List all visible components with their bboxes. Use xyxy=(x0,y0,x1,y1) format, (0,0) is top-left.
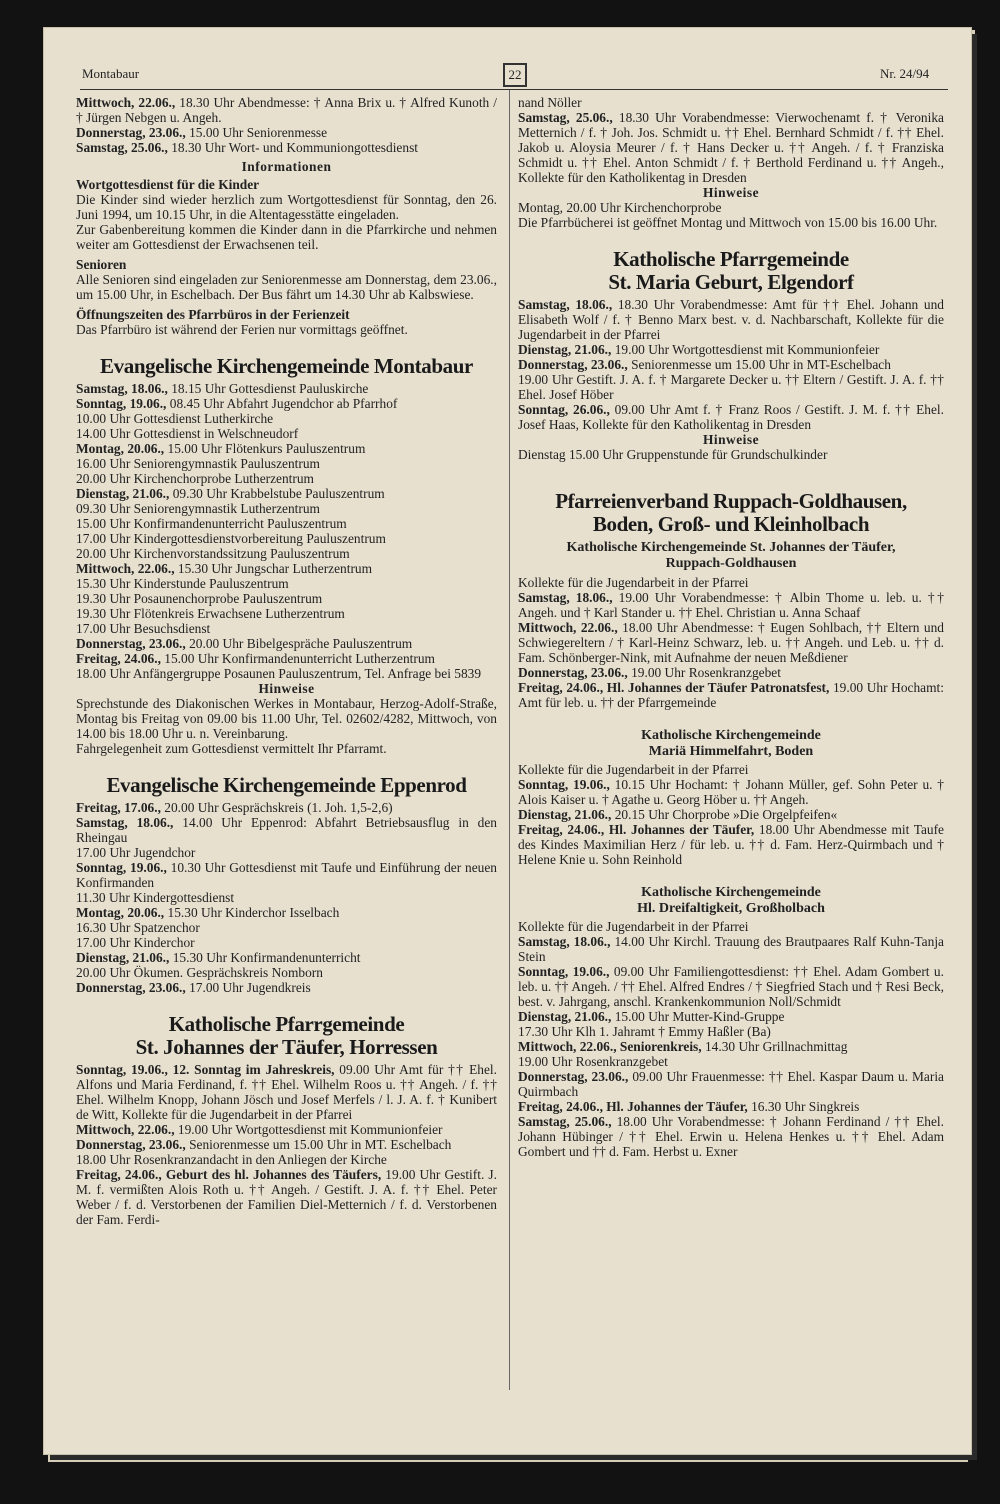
entry: Dienstag, 21.06., 09.30 Uhr Krabbelstube Pauluszentrum xyxy=(76,486,385,501)
entry: Freitag, 24.06., Geburt des hl. Johannes des Täufers, 19.00 Uhr Gestift. J. M. f. vermißten Alois Roth u. †† Angeh. / Gestift. J. A. f. †† Ehel. Peter Weber / f. d. Verstorbenen der Familien Diel-Metternich / f. d. Verstorbenen der Fam. Ferdi- xyxy=(76,1167,497,1227)
intro-entries-right xyxy=(518,95,944,185)
entry: nand Nöller xyxy=(518,95,582,110)
section-subheading: Hinweise xyxy=(702,185,760,200)
entry: 16.00 Uhr Seniorengymnastik Pauluszentrum xyxy=(76,456,320,471)
schedule-ruppach xyxy=(518,575,944,710)
entry: Sonntag, 19.06., 09.00 Uhr Familiengottesdienst: †† Ehel. Adam Gombert u. leb. u. †† Angeh. / †† Ehel. Alfred Endres / † Siegfried Stach und † Resi Beck, best. v. Jahrgang, anschl. Krankenkommunion Noll/Schmidt xyxy=(518,964,944,1009)
parish-subheading-grossholbach: Katholische Kirchengemeinde Hl. Dreifaltigkeit, Großholbach xyxy=(637,885,825,916)
entry: 17.00 Uhr Besuchsdienst xyxy=(76,621,211,636)
section-heading-kath-horressen: Katholische Pfarrgemeinde St. Johannes der Täufer, Horressen xyxy=(135,1012,438,1059)
note-text: Fahrgelegenheit zum Gottesdienst vermittelt Ihr Pfarramt. xyxy=(76,741,387,756)
section-subheading: Informationen xyxy=(241,159,332,174)
entry: Kollekte für die Jugendarbeit in der Pfarrei xyxy=(518,762,749,777)
entry: Freitag, 17.06., 20.00 Uhr Gesprächskreis (1. Joh. 1,5-2,6) xyxy=(76,800,393,815)
entry: Mittwoch, 22.06., 19.00 Uhr Wortgottesdienst mit Kommunionfeier xyxy=(76,1122,443,1137)
entry: 19.30 Uhr Flötenkreis Erwachsene Lutherzentrum xyxy=(76,606,345,621)
info-text: Alle Senioren sind eingeladen zur Seniorenmesse am Donnerstag, dem 23.06., um 15.00 Uhr, in Eschelbach. Der Bus fährt um 14.30 Uhr ab Kalbswiese. xyxy=(76,272,497,302)
parish-subheading-boden: Katholische Kirchengemeinde Mariä Himmelfahrt, Boden xyxy=(641,728,821,759)
entry: 20.00 Uhr Kirchenvorstandssitzung Pauluszentrum xyxy=(76,546,350,561)
section-heading-pfarreienverband: Pfarreienverband Ruppach-Goldhausen, Boden, Groß- und Kleinholbach xyxy=(555,489,907,536)
intro-entries xyxy=(76,95,497,155)
entry: Donnerstag, 23.06., 19.00 Uhr Rosenkranzgebet xyxy=(518,665,781,680)
entry: Dienstag, 21.06., 19.00 Uhr Wortgottesdienst mit Kommunionfeier xyxy=(518,342,880,357)
entry: Freitag, 24.06., Hl. Johannes der Täufer, 16.30 Uhr Singkreis xyxy=(518,1099,860,1114)
entry: Dienstag, 21.06., 15.00 Uhr Mutter-Kind-Gruppe xyxy=(518,1009,785,1024)
entry: Sonntag, 19.06., 08.45 Uhr Abfahrt Jugendchor ab Pfarrhof xyxy=(76,396,398,411)
entry: 16.30 Uhr Spatzenchor xyxy=(76,920,200,935)
entry: Freitag, 24.06., 15.00 Uhr Konfirmandenunterricht Lutherzentrum xyxy=(76,651,435,666)
entry: Mittwoch, 22.06., 18.30 Uhr Abendmesse: † Anna Brix u. † Alfred Kunoth / † Jürgen Nebgen u. Angeh. xyxy=(76,95,497,125)
parish-subheading: Katholische Kirchengemeinde St. Johannes der Täufer, Ruppach-Goldhausen xyxy=(566,540,896,571)
entry: 15.30 Uhr Kinderstunde Pauluszentrum xyxy=(76,576,289,591)
header-rule xyxy=(80,89,948,90)
schedule-ev-eppenrod xyxy=(76,800,497,995)
entry: 17.00 Uhr Kindergottesdienstvorbereitung Pauluszentrum xyxy=(76,531,386,546)
section-heading-ev-montabaur: Evangelische Kirchengemeinde Montabaur xyxy=(100,354,473,378)
entry: 20.00 Uhr Ökumen. Gesprächskreis Nomborn xyxy=(76,965,323,980)
entry: 17.30 Uhr Klh 1. Jahramt † Emmy Haßler (Ba) xyxy=(518,1024,771,1039)
entry: Donnerstag, 23.06., 09.00 Uhr Frauenmesse: †† Ehel. Kaspar Daum u. Maria Quirmbach xyxy=(518,1069,945,1099)
running-head-left: Montabaur xyxy=(82,66,140,81)
entry: 09.30 Uhr Seniorengymnastik Lutherzentrum xyxy=(76,501,320,516)
entry: 14.00 Uhr Gottesdienst in Welschneudorf xyxy=(76,426,299,441)
entry: Donnerstag, 23.06., 20.00 Uhr Bibelgespräche Pauluszentrum xyxy=(76,636,413,651)
section-heading-ev-eppenrod: Evangelische Kirchengemeinde Eppenrod xyxy=(106,773,467,797)
entry: 11.30 Uhr Kindergottesdienst xyxy=(76,890,235,905)
entry: Samstag, 18.06., 19.00 Uhr Vorabendmesse: † Albin Thome u. leb. u. †† Angeh. und † Karl Stander u. †† Ehel. Christian u. Anna Schaaf xyxy=(518,590,944,620)
schedule-kath-horressen xyxy=(76,1062,497,1227)
entry: Freitag, 24.06., Hl. Johannes der Täufer, 18.00 Uhr Abendmesse mit Taufe des Kindes Maximilian Herz / für leb. u. †† d. Fam. Herz-Quirmbach und † Helene Knie u. Sohn Reinhold xyxy=(518,822,944,867)
entry: Donnerstag, 23.06., 15.00 Uhr Seniorenmesse xyxy=(76,125,328,140)
entry: Samstag, 18.06., 14.00 Uhr Kirchl. Trauung des Brautpaares Ralf Kuhn-Tanja Stein xyxy=(518,934,944,964)
entry: 10.00 Uhr Gottesdienst Lutherkirche xyxy=(76,411,274,426)
note-text: Montag, 20.00 Uhr Kirchenchorprobe xyxy=(518,200,722,215)
note-text: Dienstag 15.00 Uhr Gruppenstunde für Grundschulkinder xyxy=(518,447,828,462)
running-head-right: Nr. 24/94 xyxy=(880,66,930,81)
info-title: Wortgottesdienst für die Kinder xyxy=(76,177,260,192)
entry: 17.00 Uhr Kinderchor xyxy=(76,935,195,950)
entry: Samstag, 18.06., 14.00 Uhr Eppenrod: Abfahrt Betriebsausflug in den Rheingau xyxy=(76,815,497,845)
entry: Mittwoch, 22.06., Seniorenkreis, 14.30 Uhr Grillnachmittag xyxy=(518,1039,848,1054)
column-rule xyxy=(509,90,510,1390)
entry: 15.00 Uhr Konfirmandenunterricht Pauluszentrum xyxy=(76,516,347,531)
section-subheading: Hinweise xyxy=(258,681,315,696)
section-heading-elgendorf: Katholische Pfarrgemeinde St. Maria Geburt, Elgendorf xyxy=(608,247,854,294)
entry: Samstag, 18.06., 18.15 Uhr Gottesdienst Pauluskirche xyxy=(76,381,369,396)
entry: Samstag, 25.06., 18.00 Uhr Vorabendmesse: † Johann Ferdinand / †† Ehel. Johann Hübinger / †† Ehel. Erwin u. Helena Henkes u. †† Ehel. Adam Gombert und †† d. Fam. Herbst u. Exner xyxy=(518,1114,944,1159)
schedule-boden xyxy=(518,762,944,867)
left-column xyxy=(76,95,497,1227)
entry: Kollekte für die Jugendarbeit in der Pfarrei xyxy=(518,919,749,934)
right-column xyxy=(518,95,944,1159)
entry: 18.00 Uhr Rosenkranzandacht in den Anliegen der Kirche xyxy=(76,1152,387,1167)
entry: Donnerstag, 23.06., 17.00 Uhr Jugendkreis xyxy=(76,980,311,995)
entry: 18.00 Uhr Anfängergruppe Posaunen Pauluszentrum, Tel. Anfrage bei 5839 xyxy=(76,666,482,681)
entry: Samstag, 18.06., 18.30 Uhr Vorabendmesse: Amt für †† Ehel. Johann und Elisabeth Wolf / f. † Benno Marx best. v. d. Nachbarschaft, Kollekte für die Jugendarbeit in der Pfarrei xyxy=(518,297,944,342)
info-text: Die Kinder sind wieder herzlich zum Wortgottesdienst für Sonntag, den 26. Juni 1994, um 10.15 Uhr, in die Altentagesstätte eingeladen. xyxy=(76,192,497,222)
entry: Mittwoch, 22.06., 15.30 Uhr Jungschar Lutherzentrum xyxy=(76,561,373,576)
entry: 17.00 Uhr Jugendchor xyxy=(76,845,196,860)
entry: Samstag, 25.06., 18.30 Uhr Vorabendmesse: Vierwochenamt f. † Veronika Metternich / f. † Joh. Jos. Schmidt u. †† Ehel. Bernhard Schmidt / f. †† Ehel. Jakob u. Aloysia Meurer / f. † Hans Decker u. †† Angeh. / f. † Franziska Schmidt u. †† Ehel. Anton Schmidt / f. † Berthold Ferdinand u. †† Angeh., Kollekte für den Katholikentag in Dresden xyxy=(518,110,944,185)
entry: 20.00 Uhr Kirchenchorprobe Lutherzentrum xyxy=(76,471,314,486)
entry: Montag, 20.06., 15.00 Uhr Flötenkurs Pauluszentrum xyxy=(76,441,366,456)
entry: 19.30 Uhr Posaunenchorprobe Pauluszentrum xyxy=(76,591,323,606)
page-number: 22 xyxy=(503,63,527,87)
entry: Kollekte für die Jugendarbeit in der Pfarrei xyxy=(518,575,749,590)
section-subheading: Hinweise xyxy=(702,432,760,447)
entry: Mittwoch, 22.06., 18.00 Uhr Abendmesse: † Eugen Sohlbach, †† Eltern und Schwiegereltern / † Karl-Heinz Schwarz, leb. u. †† Angeh. und Leb. u. †† d. Fam. Schönberger-Nink, mit Aufnahme der neuen Meßdiener xyxy=(518,620,944,665)
schedule-elgendorf xyxy=(518,297,944,432)
info-text: Das Pfarrbüro ist während der Ferien nur vormittags geöffnet. xyxy=(76,322,408,337)
entry: Sonntag, 19.06., 10.15 Uhr Hochamt: † Johann Müller, gef. Sohn Peter u. † Alois Kaiser u. † Agathe u. Georg Höber u. †† Angeh. xyxy=(518,777,944,807)
entry: Sonntag, 19.06., 10.30 Uhr Gottesdienst mit Taufe und Einführung der neuen Konfirmanden xyxy=(76,860,497,890)
entry: 19.00 Uhr Gestift. J. A. f. † Margarete Decker u. †† Eltern / Gestift. J. A. f. †† Ehel. Josef Höber xyxy=(518,372,944,402)
info-title: Öffnungszeiten des Pfarrbüros in der Ferienzeit xyxy=(76,307,350,322)
entry: Sonntag, 26.06., 09.00 Uhr Amt f. † Franz Roos / Gestift. J. M. f. †† Ehel. Josef Haas, Kollekte für den Katholikentag in Dresden xyxy=(518,402,944,432)
entry: Donnerstag, 23.06., Seniorenmesse um 15.00 Uhr in MT. Eschelbach xyxy=(76,1137,452,1152)
entry: Montag, 20.06., 15.30 Uhr Kinderchor Isselbach xyxy=(76,905,340,920)
note-text: Sprechstunde des Diakonischen Werkes in Montabaur, Herzog-Adolf-Straße, Montag bis Freitag von 09.00 bis 11.00 Uhr, Tel. 02602/4282, Mittwoch, von 14.00 bis 18.00 Uhr u. n. Vereinbarung. xyxy=(76,696,497,741)
entry: Samstag, 25.06., 18.30 Uhr Wort- und Kommuniongottesdienst xyxy=(76,140,418,155)
entry: 19.00 Uhr Rosenkranzgebet xyxy=(518,1054,668,1069)
entry: Donnerstag, 23.06., Seniorenmesse um 15.00 Uhr in MT-Eschelbach xyxy=(518,357,891,372)
schedule-grossholbach xyxy=(518,919,944,1159)
entry: Dienstag, 21.06., 15.30 Uhr Konfirmandenunterricht xyxy=(76,950,361,965)
entry: Sonntag, 19.06., 12. Sonntag im Jahreskreis, 09.00 Uhr Amt für †† Ehel. Alfons und Maria Ferdinand, f. †† Ehel. Wilhelm Roos u. †† Angeh. / f. †† Ehel. Wilhelm Knopp, Johann Jösch und Josef Merfels / l. J. A. f. † Kunibert de Witt, Kollekte für die Jugendarbeit in der Pfarrei xyxy=(76,1062,497,1122)
note-text: Die Pfarrbücherei ist geöffnet Montag und Mittwoch von 15.00 bis 16.00 Uhr. xyxy=(518,215,938,230)
entry: Dienstag, 21.06., 20.15 Uhr Chorprobe »Die Orgelpfeifen« xyxy=(518,807,838,822)
info-title: Senioren xyxy=(76,257,127,272)
schedule-ev-montabaur xyxy=(76,381,497,681)
entry: Freitag, 24.06., Hl. Johannes der Täufer Patronatsfest, 19.00 Uhr Hochamt: Amt für leb. u. †† der Pfarrgemeinde xyxy=(518,680,944,710)
info-text: Zur Gabenbereitung kommen die Kinder dann in die Pfarrkirche und nehmen weiter am Gottesdienst der Erwachsenen teil. xyxy=(76,222,497,252)
